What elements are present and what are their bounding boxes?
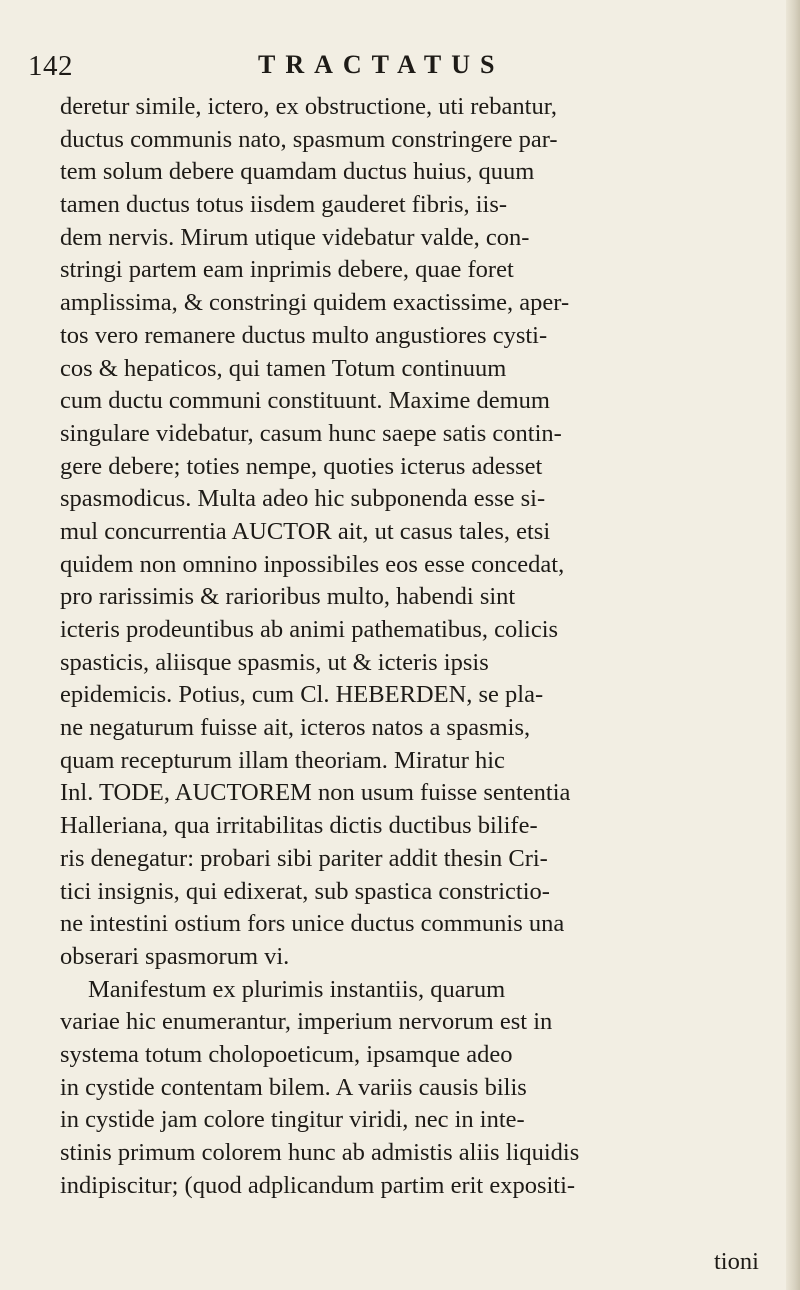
text-line: stringi partem eam inprimis debere, quae foret: [60, 256, 514, 284]
text-line: singulare videbatur, casum hunc saepe satis contin-: [60, 419, 562, 447]
text-line: cum ductu communi constituunt. Maxime demum: [60, 387, 550, 415]
text-line: quam recepturum illam theoriam. Miratur hic: [60, 746, 505, 774]
catchword: tioni: [714, 1248, 759, 1275]
text-line: systema totum cholopoeticum, ipsamque adeo: [60, 1040, 513, 1068]
text-line: amplissima, & constringi quidem exactissime, aper-: [60, 289, 570, 317]
running-title: TRACTATUS: [258, 50, 505, 79]
text-line: Inl. TODE, AUCTOREM non usum fuisse sententia: [60, 779, 571, 807]
text-line: tici insignis, qui edixerat, sub spastica constrictio-: [60, 877, 550, 905]
text-line: mul concurrentia AUCTOR ait, ut casus tales, etsi: [60, 517, 551, 545]
text-line: tamen ductus totus iisdem gauderet fibris, iis-: [60, 191, 508, 219]
text-line: ne negaturum fuisse ait, icteros natos a spasmis,: [60, 714, 531, 742]
body-text: [60, 91, 780, 1202]
text-line: in cystide contentam bilem. A variis causis bilis: [60, 1073, 527, 1101]
text-line: ris denegatur: probari sibi pariter addit thesin Cri-: [60, 844, 548, 872]
text-line: Halleriana, qua irritabilitas dictis ductibus bilife-: [60, 812, 538, 840]
text-line: cos & hepaticos, qui tamen Totum continuum: [60, 354, 507, 382]
text-line: spasticis, aliisque spasmis, ut & icteris ipsis: [60, 648, 489, 676]
text-line: ne intestini ostium fors unice ductus communis una: [60, 910, 565, 938]
text-line: pro rarissimis & rarioribus multo, habendi sint: [60, 583, 516, 611]
text-line: stinis primum colorem hunc ab admistis aliis liquidis: [60, 1139, 580, 1166]
text-line: dem nervis. Mirum utique videbatur valde, con-: [60, 223, 530, 251]
text-line: variae hic enumerantur, imperium nervorum est in: [60, 1008, 553, 1036]
text-line: in cystide jam colore tingitur viridi, nec in inte-: [60, 1106, 525, 1134]
page-number: 142: [28, 50, 73, 82]
text-line: tem solum debere quamdam ductus huius, quum: [60, 158, 535, 186]
text-line: gere debere; toties nempe, quoties icterus adesset: [60, 452, 543, 480]
text-line: icteris prodeuntibus ab animi pathematibus, colicis: [60, 616, 559, 643]
text-line: Manifestum ex plurimis instantiis, quarum: [88, 975, 506, 1003]
text-line: quidem non omnino inpossibiles eos esse concedat,: [60, 550, 565, 578]
text-line: tos vero remanere ductus multo angustiores cysti-: [60, 321, 548, 349]
text-line: indipiscitur; (quod adplicandum partim erit expositi-: [60, 1171, 576, 1199]
text-line: ductus communis nato, spasmum constringere par-: [60, 125, 558, 153]
page-edge: [786, 0, 800, 1290]
text-line: spasmodicus. Multa adeo hic subponenda esse si-: [60, 485, 546, 513]
text-line: deretur simile, ictero, ex obstructione, uti rebantur,: [60, 93, 558, 120]
text-line: epidemicis. Potius, cum Cl. HEBERDEN, se pla-: [60, 681, 544, 709]
text-line: obserari spasmorum vi.: [60, 942, 290, 970]
